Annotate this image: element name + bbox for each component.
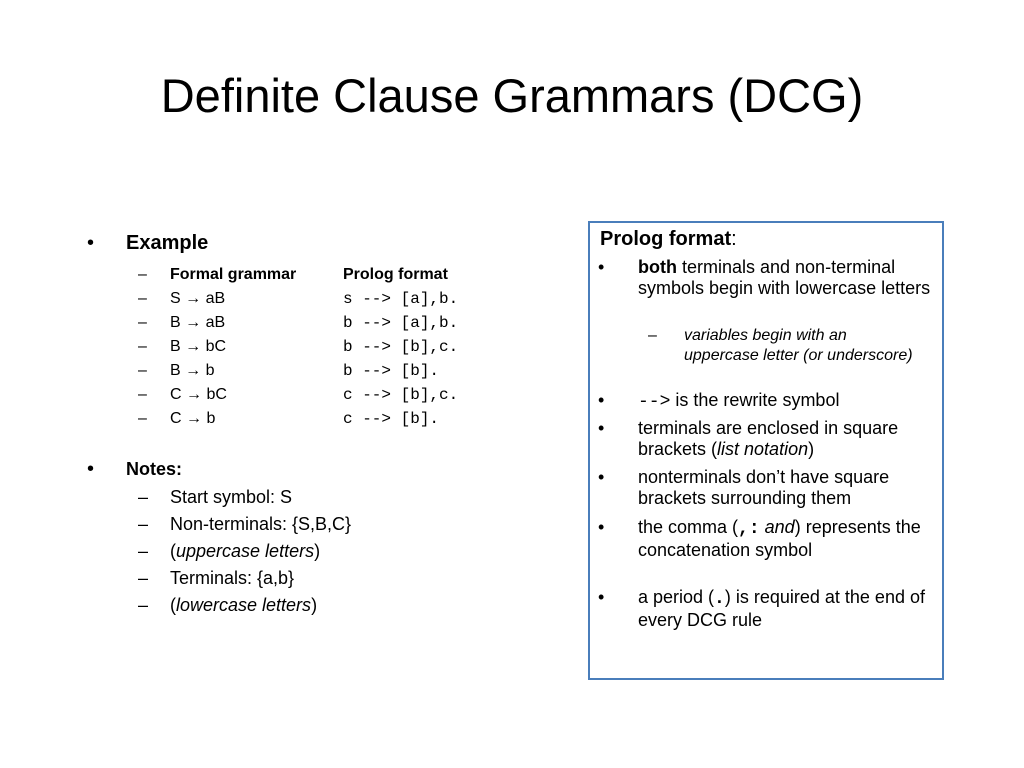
rule-lhs: B [170, 314, 181, 331]
comma-code: ,: [738, 519, 760, 539]
brackets-post: ) [808, 439, 815, 459]
comma-post: ) represents the concatenation symbol [638, 517, 921, 560]
box-item-text [638, 257, 938, 299]
dash: – [138, 514, 149, 534]
bullet-dot: • [87, 458, 95, 480]
prolog-rule: b --> [b]. [343, 362, 440, 380]
box-title-bold: Prolog format [600, 228, 732, 250]
note-uppercase [170, 538, 320, 565]
bullet-dot: • [598, 390, 605, 410]
rule-lhs: S [170, 290, 181, 307]
dash: – [138, 541, 149, 561]
box-item-text [638, 390, 938, 413]
rule-lhs: B [170, 362, 181, 379]
formal-rule [170, 383, 227, 407]
lowercase-letters: lowercase letters [176, 595, 312, 615]
rewrite-code: --> [638, 392, 671, 412]
bullet-dot: • [598, 257, 605, 277]
uppercase-letters: uppercase letters [176, 541, 315, 561]
formal-rule [170, 287, 225, 311]
paren: ) [314, 541, 321, 561]
both-bold: both [638, 257, 677, 277]
arrow-icon: → [185, 314, 202, 331]
box-item-text [638, 587, 938, 631]
prolog-format-box [588, 221, 944, 680]
formal-rule [170, 407, 215, 431]
box-title [600, 227, 737, 251]
rule-rhs: bC [205, 338, 227, 355]
formal-rule [170, 359, 214, 383]
bullet-dot: • [598, 418, 605, 438]
colon: : [731, 228, 737, 250]
box-item-text [638, 418, 938, 460]
dash: – [138, 266, 147, 283]
arrow-icon: → [185, 338, 202, 355]
comma-and: and [764, 517, 795, 537]
slide-title: Definite Clause Grammars (DCG) [160, 69, 864, 122]
period-post: ) is required at the end of every DCG rule [638, 587, 925, 630]
rule-lhs: B [170, 338, 181, 355]
rewrite-rest: is the rewrite symbol [670, 390, 840, 410]
list-notation: list notation [717, 439, 809, 459]
prolog-rule: c --> [b],c. [343, 386, 459, 404]
period-code: . [714, 589, 725, 609]
rule-rhs: b [206, 410, 216, 427]
bullet-dot: • [87, 232, 95, 254]
box-item-text: nonterminals don’t have square brackets surrounding them [638, 467, 890, 508]
period-pre: a period ( [638, 587, 715, 607]
formal-grammar-header: Formal grammar [170, 266, 297, 283]
rule-rhs: bC [206, 386, 227, 403]
bullet-dot: • [598, 467, 605, 487]
note-start-symbol: Start symbol: S [170, 487, 293, 507]
prolog-format-header: Prolog format [343, 266, 448, 283]
variables-text: variables begin with an uppercase letter (or underscore) [684, 327, 913, 364]
note-nonterminals: Non-terminals: {S,B,C} [170, 514, 352, 534]
dash: – [648, 327, 657, 344]
prolog-rule: s --> [a],b. [343, 290, 459, 308]
rule-rhs: b [205, 362, 215, 379]
formal-rule [170, 335, 226, 359]
prolog-rule: c --> [b]. [343, 410, 440, 428]
dash: – [138, 290, 147, 307]
arrow-icon: → [186, 410, 203, 427]
rule-rhs: aB [205, 290, 226, 307]
rule-rhs: aB [205, 314, 226, 331]
both-rest: terminals and non-terminal symbols begin with lowercase letters [638, 257, 931, 298]
dash: – [138, 362, 147, 379]
prolog-rule: b --> [b],c. [343, 338, 459, 356]
arrow-icon: → [185, 362, 202, 379]
note-lowercase [170, 592, 317, 619]
paren: ) [311, 595, 318, 615]
rule-lhs: C [170, 386, 182, 403]
dash: – [138, 568, 149, 588]
note-terminals: Terminals: {a,b} [170, 568, 295, 588]
dash: – [138, 386, 147, 403]
dash: – [138, 338, 147, 355]
comma-pre: the comma ( [638, 517, 739, 537]
prolog-rule: b --> [a],b. [343, 314, 459, 332]
example-label: Example [126, 232, 209, 254]
dash: – [138, 595, 149, 615]
dash: – [138, 314, 147, 331]
brackets-pre: terminals are enclosed in square brackets ( [638, 418, 899, 459]
paren: ( [170, 595, 176, 615]
arrow-icon: → [186, 386, 203, 403]
arrow-icon: → [185, 290, 202, 307]
formal-rule [170, 311, 225, 335]
rule-lhs: C [170, 410, 182, 427]
bullet-dot: • [598, 517, 605, 537]
dash: – [138, 410, 147, 427]
bullet-dot: • [598, 587, 605, 607]
notes-label: Notes: [126, 459, 183, 479]
box-item-text [638, 517, 938, 561]
dash: – [138, 487, 149, 507]
paren: ( [170, 541, 176, 561]
